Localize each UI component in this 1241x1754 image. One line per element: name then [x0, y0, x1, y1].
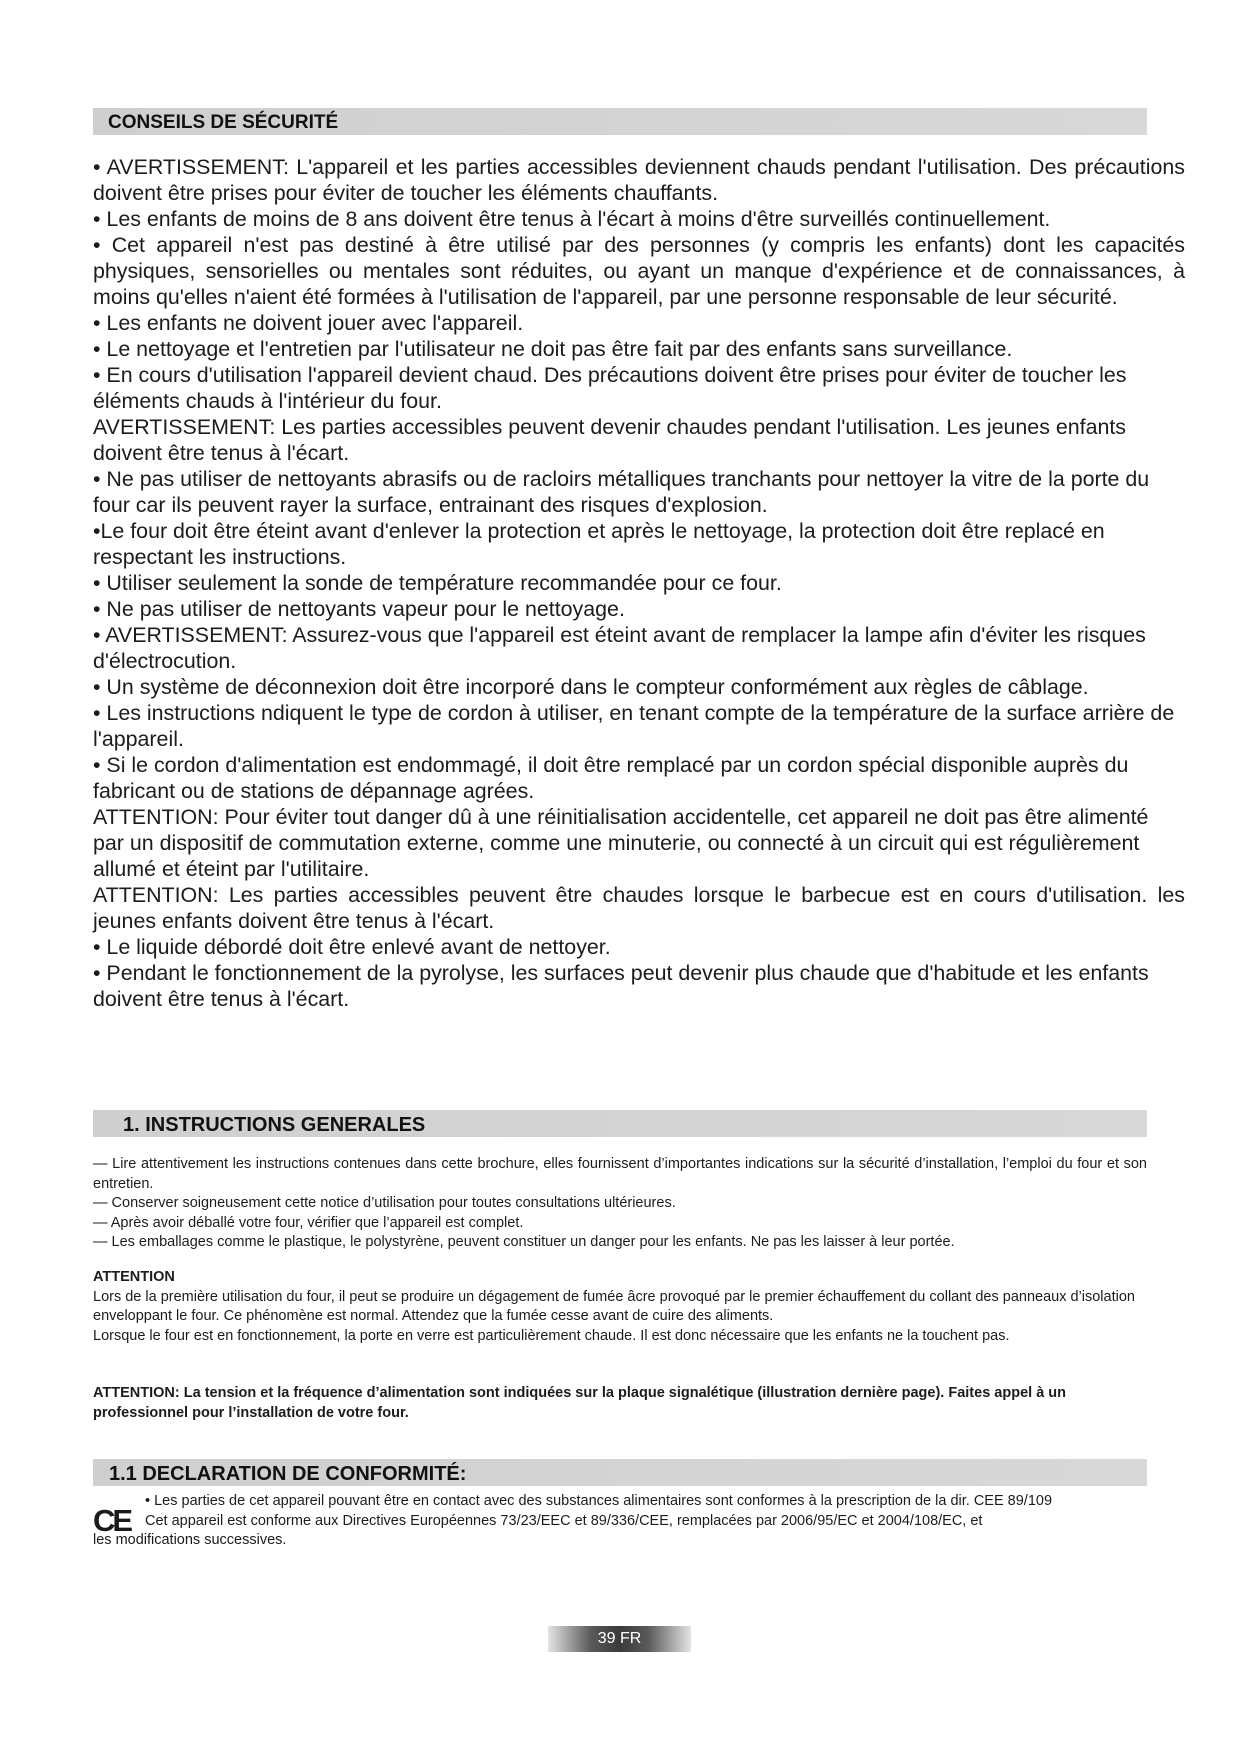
safety-paragraph: • Si le cordon d'alimentation est endommagé, il doit être remplacé par un cordon spécial disponible auprès du fabricant ou de stations de dépannage agrées.: [93, 753, 1129, 803]
safety-paragraph: • Pendant le fonctionnement de la pyrolyse, les surfaces peut devenir plus chaude que d'habitude et les enfants doivent être tenus à l'écart.: [93, 961, 1149, 1011]
tension-text: ATTENTION: La tension et la fréquence d’alimentation sont indiquées sur la plaque signalétique (illustration dernière page). Faites appel à un professionnel pour l’installation de votre four.: [93, 1385, 1067, 1421]
attention-line: Lorsque le four est en fonctionnement, la porte en verre est particulièrement chaude. Il est donc nécessaire que les enfants ne la touchent pas.: [93, 1327, 1010, 1344]
safety-paragraph: •Le four doit être éteint avant d'enlever la protection et après le nettoyage, la protection doit être replacé en respectant les instructions.: [93, 519, 1105, 569]
page-number: 39 FR: [548, 1626, 691, 1652]
safety-paragraph: • Utiliser seulement la sonde de température recommandée pour ce four.: [93, 571, 782, 595]
safety-text-block: [93, 154, 1185, 1012]
safety-paragraph: • Les enfants ne doivent jouer avec l'appareil.: [93, 311, 524, 335]
safety-paragraph: • Ne pas utiliser de nettoyants abrasifs ou de racloirs métalliques tranchants pour nettoyer la vitre de la porte du four car ils peuvent rayer la surface, entrainant des risques d'explosion.: [93, 467, 1150, 517]
safety-paragraph: • Un système de déconnexion doit être incorporé dans le compteur conformément aux règles de câblage.: [93, 675, 1089, 699]
section-header-declaration: [93, 1459, 1147, 1486]
list-item: — Les emballages comme le plastique, le polystyrène, peuvent constituer un danger pour les enfants. Ne pas les laisser à leur portée.: [93, 1234, 955, 1250]
declaration-line: • Les parties de cet appareil pouvant être en contact avec des substances alimentaires sont conformes à la prescription de la dir. CEE 89/109: [145, 1493, 1053, 1509]
safety-paragraph: ATTENTION: Pour éviter tout danger dû à une réinitialisation accidentelle, cet appareil ne doit pas être alimenté par un dispositif de commutation externe, comme une minuterie, ou connecté à un circuit qui est régulièrement allumé et éteint par l'utilitaire.: [93, 805, 1149, 881]
section-title: CONSEILS DE SÉCURITÉ: [108, 112, 339, 133]
section-title: 1. INSTRUCTIONS GENERALES: [123, 1114, 426, 1136]
attention-heading: ATTENTION: [93, 1269, 175, 1285]
section-header-safety: [93, 108, 1147, 135]
list-item: — Après avoir déballé votre four, vérifier que l’appareil est complet.: [93, 1214, 524, 1231]
safety-paragraph: • AVERTISSEMENT: L'appareil et les parties accessibles deviennent chauds pendant l'utilisation. Des précautions doivent être prises pour éviter de toucher les éléments chauffants.: [93, 155, 1185, 205]
declaration-text: [93, 1492, 1147, 1551]
safety-paragraph: • Cet appareil n'est pas destiné à être utilisé par des personnes (y compris les enfants) dont les capacités physiques, sensorielles ou mentales sont réduites, ou ayant un manque d'expérience et de connaissances, à moins qu'elles n'aient été formées à l'utilisation de l'appareil, par une personne responsable de leur sécurité.: [93, 233, 1185, 309]
safety-paragraph: • En cours d'utilisation l'appareil devient chaud. Des précautions doivent être prises pour éviter de toucher les éléments chauds à l'intérieur du four.: [93, 363, 1127, 413]
safety-paragraph: ATTENTION: Les parties accessibles peuvent être chaudes lorsque le barbecue est en cours d'utilisation. les jeunes enfants doivent être tenus à l'écart.: [93, 883, 1185, 933]
safety-paragraph: • Le nettoyage et l'entretien par l'utilisateur ne doit pas être fait par des enfants sans surveillance.: [93, 337, 1013, 361]
ce-mark-icon: CE: [93, 1503, 131, 1538]
attention-line: Lors de la première utilisation du four, il peut se produire un dégagement de fumée âcre provoqué par le premier échauffement du collant des panneaux d’isolation enveloppant le four. Ce phénomène est normal. Attendez que la fumée cesse avant de cuire des aliments.: [93, 1288, 1135, 1324]
list-item: — Conserver soigneusement cette notice d’utilisation pour toutes consultations ultérieures.: [93, 1195, 676, 1211]
section-title: 1.1 DECLARATION DE CONFORMITÉ:: [109, 1463, 467, 1485]
attention-block: [93, 1268, 1147, 1346]
safety-paragraph: • Le liquide débordé doit être enlevé avant de nettoyer.: [93, 935, 611, 959]
tension-note: [93, 1384, 1147, 1423]
declaration-line: les modifications successives.: [93, 1532, 287, 1548]
section-header-general: [93, 1110, 1147, 1137]
general-instructions-list: [93, 1155, 1147, 1253]
safety-paragraph: AVERTISSEMENT: Les parties accessibles peuvent devenir chaudes pendant l'utilisation. Les jeunes enfants doivent être tenus à l'écart.: [93, 415, 1127, 465]
declaration-line: Cet appareil est conforme aux Directives Européennes 73/23/EEC et 89/336/CEE, remplacées par 2006/95/EC et 2004/108/EC, et: [145, 1512, 983, 1529]
safety-paragraph: • Les enfants de moins de 8 ans doivent être tenus à l'écart à moins d'être surveillés continuellement.: [93, 207, 1051, 231]
safety-paragraph: • AVERTISSEMENT: Assurez-vous que l'appareil est éteint avant de remplacer la lampe afin d'éviter les risques d'électrocution.: [93, 623, 1146, 673]
list-item: — Lire attentivement les instructions contenues dans cette brochure, elles fournissent d’importantes indications sur la sécurité d’installation, l’emploi du four et son entretien.: [93, 1156, 1147, 1192]
safety-paragraph: • Ne pas utiliser de nettoyants vapeur pour le nettoyage.: [93, 597, 625, 621]
safety-paragraph: • Les instructions ndiquent le type de cordon à utiliser, en tenant compte de la température de la surface arrière de l'appareil.: [93, 701, 1175, 751]
